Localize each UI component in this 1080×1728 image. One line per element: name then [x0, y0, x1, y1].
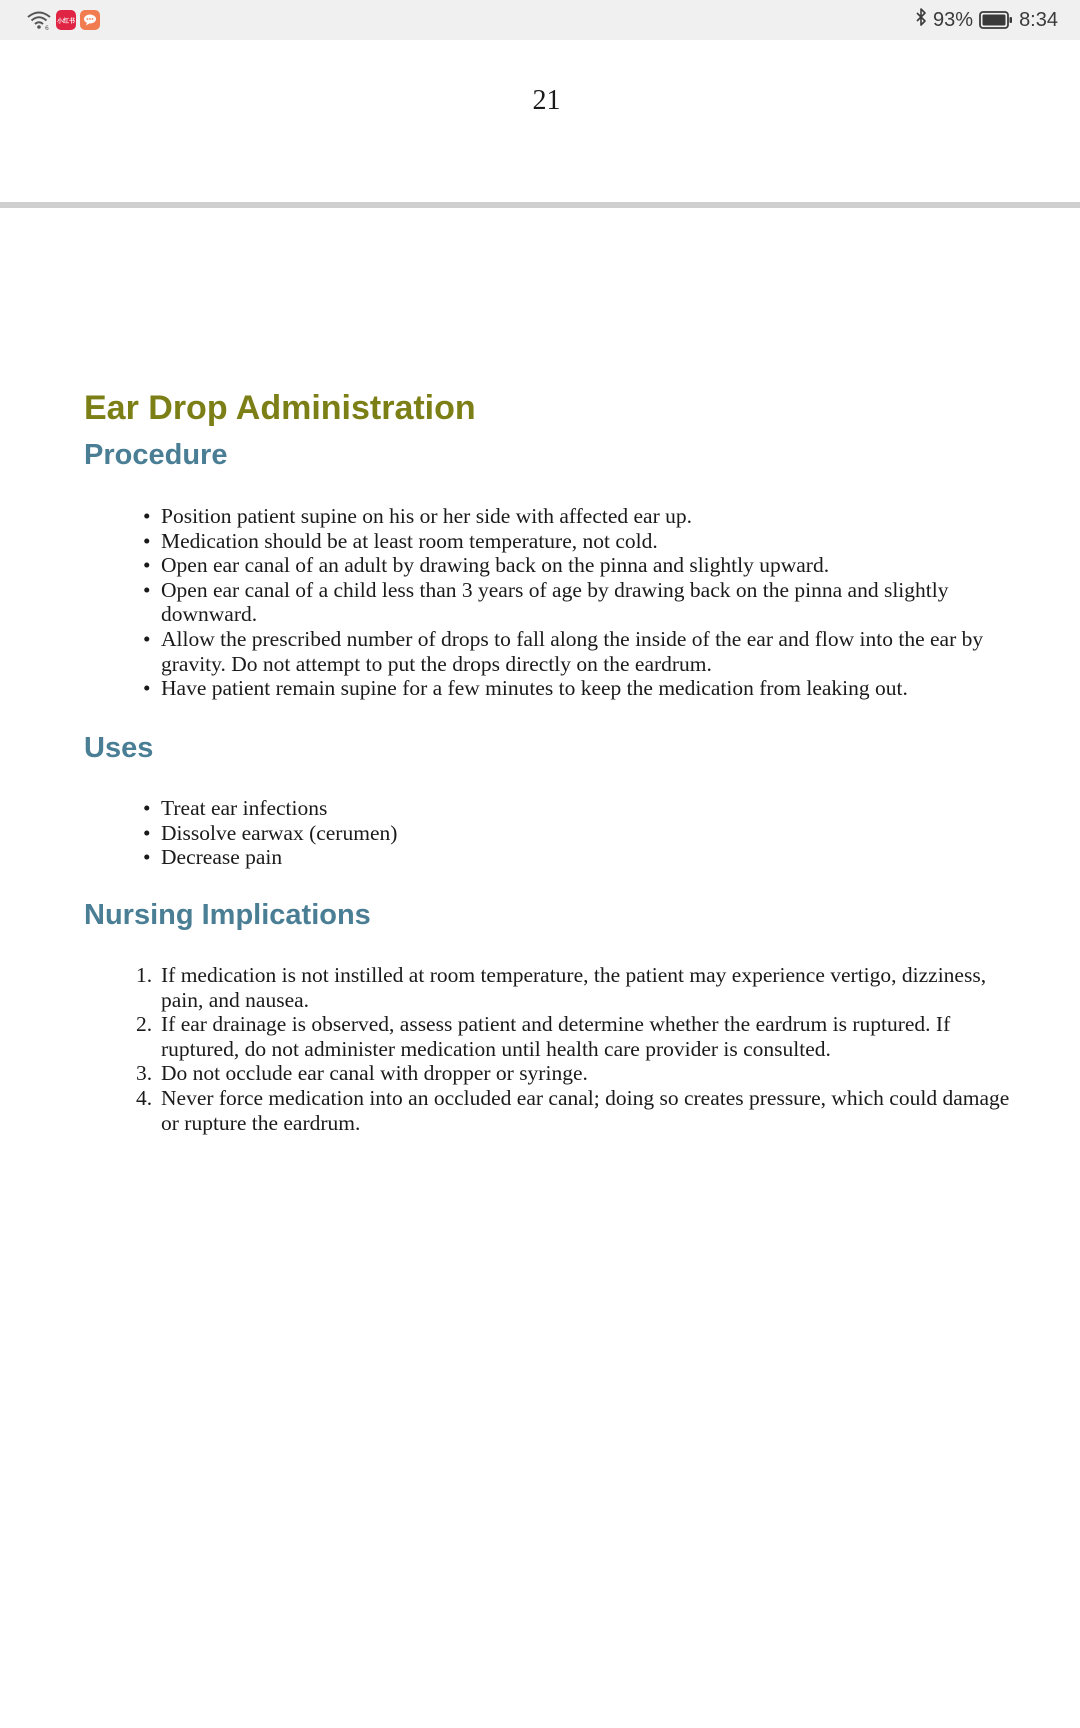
list-item — [136, 963, 1026, 1012]
page-number: 21 — [532, 85, 561, 116]
document-title: Ear Drop Administration — [84, 389, 476, 427]
list-item — [136, 1012, 1026, 1061]
bluetooth-icon — [915, 7, 927, 33]
svg-text:6: 6 — [45, 25, 49, 30]
list-item-text: Do not occlude ear canal with dropper or syringe. — [161, 1061, 588, 1086]
status-bar — [0, 0, 1080, 40]
page-divider — [0, 202, 1080, 208]
status-right — [915, 8, 1058, 32]
list-item: • Treat ear infections — [143, 796, 1023, 821]
list-number: 3. — [136, 1061, 153, 1086]
wifi-icon — [26, 10, 52, 30]
list-number: 2. — [136, 1012, 153, 1037]
procedure-heading: Procedure — [84, 439, 228, 471]
list-number: 4. — [136, 1085, 153, 1110]
uses-heading: Uses — [84, 732, 154, 764]
battery-icon — [979, 11, 1013, 29]
list-item: • Allow the prescribed number of drops to fall along the inside of the ear and flow into the ear by gravity. Do not attempt to put the drops directly on the eardrum. — [143, 627, 1023, 676]
battery-percent: 93% — [933, 8, 974, 31]
clock: 8:34 — [1019, 8, 1058, 31]
status-left-icons — [26, 9, 100, 31]
app-badge-icon: 小红书 — [56, 10, 76, 30]
nursing-implications-list — [136, 963, 1026, 1135]
list-item: • Open ear canal of a child less than 3 years of age by drawing back on the pinna and slightly downward. — [143, 578, 1023, 627]
list-item-text: Never force medication into an occluded ear canal; doing so creates pressure, which could damage or rupture the eardrum. — [161, 1085, 1010, 1135]
list-item: • Decrease pain — [143, 845, 1023, 870]
list-item-text: If ear drainage is observed, assess patient and determine whether the eardrum is ruptured. If ruptured, do not administer medication until health care provider is consulted. — [161, 1012, 951, 1061]
list-item — [136, 1061, 1026, 1086]
uses-list — [143, 796, 1023, 870]
list-item: • Open ear canal of an adult by drawing back on the pinna and slightly upward. — [143, 553, 1023, 578]
list-item: • Position patient supine on his or her side with affected ear up. — [143, 504, 1023, 529]
list-item: • Dissolve earwax (cerumen) — [143, 821, 1023, 846]
list-item — [136, 1086, 1026, 1135]
list-item-text: If medication is not instilled at room temperature, the patient may experience vertigo, dizziness, pain, and nausea. — [161, 963, 987, 1012]
list-item: • Medication should be at least room temperature, not cold. — [143, 529, 1023, 554]
list-number: 1. — [136, 963, 153, 987]
procedure-list — [143, 504, 1023, 701]
nursing-implications-heading: Nursing Implications — [84, 899, 371, 931]
list-item: • Have patient remain supine for a few minutes to keep the medication from leaking out. — [143, 676, 1023, 701]
chat-bubble-icon — [80, 10, 100, 30]
